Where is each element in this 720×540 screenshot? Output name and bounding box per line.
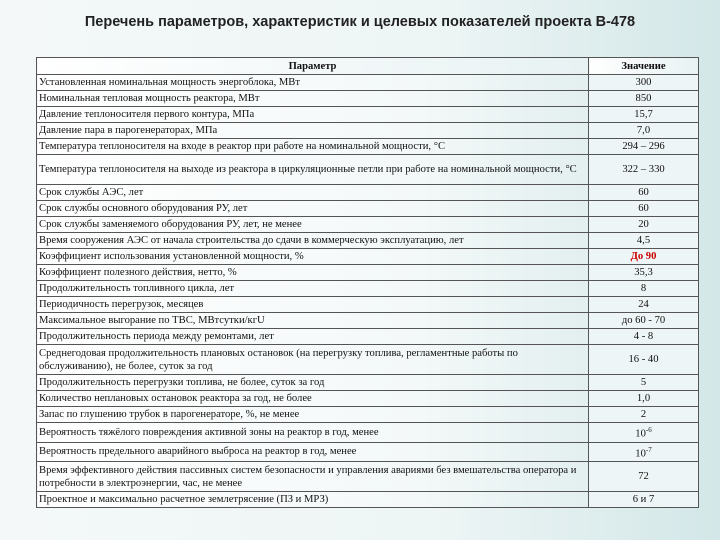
table-row [37,492,699,508]
parameter-cell: Время сооружения АЭС от начала строительства до сдачи в коммерческую эксплуатацию, лет [37,233,589,249]
parameter-cell: Установленная номинальная мощность энергоблока, МВт [37,75,589,91]
parameter-cell: Давление пара в парогенераторах, МПа [37,123,589,139]
table-row [37,391,699,407]
table-row [37,217,699,233]
value-cell [589,91,699,107]
value-text: 300 [635,77,652,88]
value-cell [589,217,699,233]
value-exponent: -6 [645,426,652,434]
value-cell [589,375,699,391]
table-row [37,139,699,155]
parameter-cell: Максимальное выгорание по ТВС, МВтсутки/кгU [37,313,589,329]
value-cell [589,155,699,185]
table-row [37,375,699,391]
value-cell [589,139,699,155]
table-row [37,281,699,297]
parameter-cell: Температура теплоносителя на выходе из реактора в циркуляционные петли при работе на номинальной мощности, °С [37,155,589,185]
parameter-cell: Продолжительность топливного цикла, лет [37,281,589,297]
parameter-cell: Проектное и максимально расчетное землетрясение (ПЗ и МРЗ) [37,492,589,508]
value-text: 6 и 7 [632,494,655,506]
table-row [37,345,699,375]
table-row [37,423,699,443]
table-row [37,233,699,249]
parameter-cell: Номинальная тепловая мощность реактора, МВт [37,91,589,107]
value-cell [589,185,699,201]
value-cell [589,442,699,462]
parameter-cell: Срок службы основного оборудования РУ, лет [37,201,589,217]
parameter-cell: Вероятность тяжёлого повреждения активной зоны на реактор в год, менее [37,423,589,443]
value-text: 35,3 [634,267,653,278]
parameter-cell: Периодичность перегрузок, месяцев [37,297,589,313]
value-text: 8 [640,283,647,294]
value-text: 16 - 40 [628,354,659,365]
parameter-cell: Коэффициент использования установленной мощности, % [37,249,589,265]
value-text: 5 [640,377,647,388]
value-text: 2 [640,409,647,420]
table-row [37,313,699,329]
value-text: до 60 - 70 [621,315,666,326]
table-row [37,329,699,345]
value-text: 4,5 [636,235,651,246]
table-row [37,107,699,123]
value-cell [589,233,699,249]
parameter-cell: Продолжительность периода между ремонтами, лет [37,329,589,345]
value-cell [589,329,699,345]
value-cell [589,281,699,297]
table-row [37,249,699,265]
value-cell [589,297,699,313]
value-text: 7,0 [636,125,651,136]
parameter-cell: Давление теплоносителя первого контура, МПа [37,107,589,123]
value-text: До 90 [630,251,657,262]
table-row [37,442,699,462]
table-row [37,407,699,423]
table-row [37,201,699,217]
value-text: 20 [638,219,649,230]
parameter-cell: Температура теплоносителя на входе в реактор при работе на номинальной мощности, °С [37,139,589,155]
value-cell [589,391,699,407]
value-text: 1,0 [636,393,651,404]
value-cell [589,75,699,91]
page-title: Перечень параметров, характеристик и целевых показателей проекта В-478 [84,14,636,30]
table-row [37,155,699,185]
value-cell [589,462,699,492]
table-row [37,123,699,139]
table-row [37,75,699,91]
value-exponent: -7 [645,445,652,454]
value-text: 60 [638,187,649,198]
value-text: 24 [638,299,649,310]
table-header-row [37,58,699,75]
value-text: 15,7 [634,109,653,120]
value-text: 294 – 296 [622,141,665,152]
parameter-cell: Продолжительность перегрузки топлива, не более, суток за год [37,375,589,391]
value-cell [589,407,699,423]
table-row [37,91,699,107]
header-value: Значение [589,58,699,75]
value-text: 850 [635,93,652,104]
value-cell [589,492,699,508]
parameters-table [36,57,699,508]
parameter-cell: Срок службы заменяемого оборудования РУ, лет, не менее [37,217,589,233]
value-cell [589,265,699,281]
value-text: 10 [635,428,646,440]
table-row [37,297,699,313]
value-cell [589,249,699,265]
parameter-cell: Вероятность предельного аварийного выброса на реактор в год, менее [37,442,589,462]
parameter-cell: Количество неплановых остановок реактора за год, не более [37,391,589,407]
parameter-cell: Коэффициент полезного действия, нетто, % [37,265,589,281]
header-parameter: Параметр [37,58,589,75]
parameter-cell: Запас по глушению трубок в парогенераторе, %, не менее [37,407,589,423]
value-text: 72 [638,471,649,483]
value-cell [589,201,699,217]
value-text: 322 – 330 [622,164,665,175]
table-row [37,185,699,201]
parameter-cell: Срок службы АЭС, лет [37,185,589,201]
value-text: 10 [635,448,646,460]
parameter-cell: Время эффективного действия пассивных систем безопасности и управления авариями без вмешательства оператора и потребности в электроэнергии, час, не менее [37,462,589,492]
table-row [37,265,699,281]
value-cell [589,423,699,443]
parameter-cell: Среднегодовая продолжительность плановых остановок (на перегрузку топлива, регламентные работы по обслуживанию), не более, суток за год [37,345,589,375]
value-text: 60 [638,203,649,214]
value-cell [589,123,699,139]
table-row [37,462,699,492]
value-cell [589,107,699,123]
value-cell [589,313,699,329]
value-cell [589,345,699,375]
value-text: 4 - 8 [633,331,654,342]
